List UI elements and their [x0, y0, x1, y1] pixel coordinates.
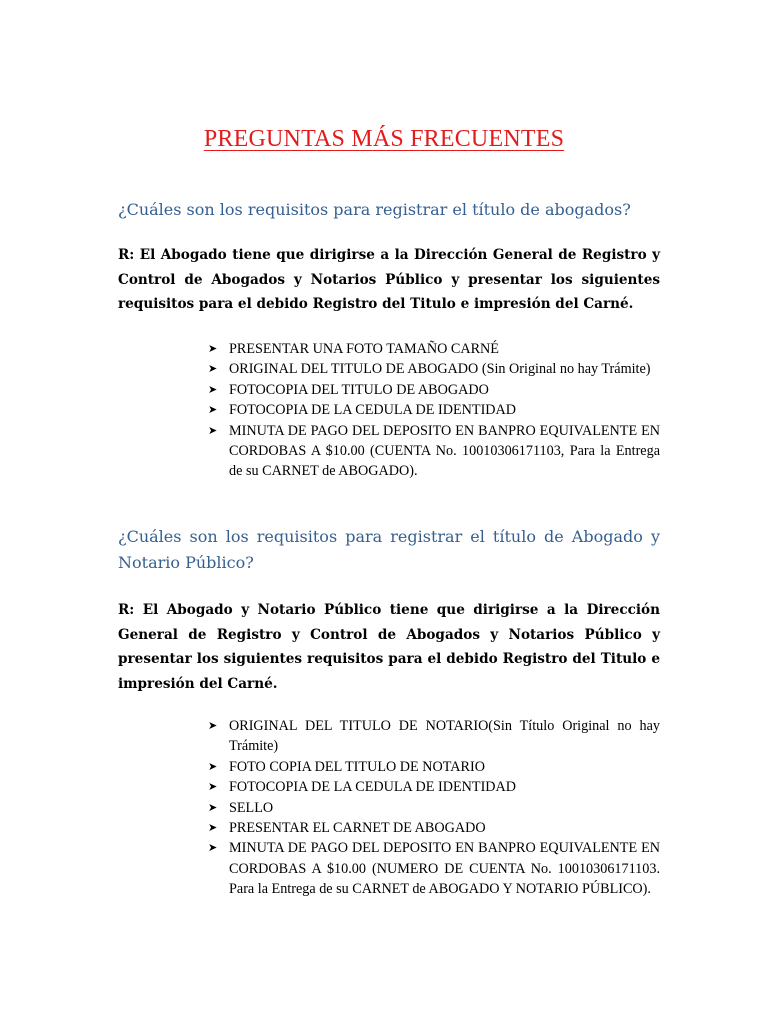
list-item: ➤ MINUTA DE PAGO DEL DEPOSITO EN BANPRO EQUIVALENTE EN CORDOBAS A $10.00 (CUENTA No. 10010306171103, Para la Entrega de su CARNET de ABOGADO). — [208, 422, 660, 480]
list-item: ➤ FOTOCOPIA DE LA CEDULA DE IDENTIDAD — [208, 400, 660, 420]
list-item: ➤ PRESENTAR UNA FOTO TAMAÑO CARNÉ — [208, 339, 660, 359]
list-item: ➤ FOTOCOPIA DEL TITULO DE ABOGADO — [208, 380, 660, 400]
arrowhead-bullet-icon: ➤ — [208, 841, 218, 855]
arrowhead-bullet-icon: ➤ — [208, 800, 218, 814]
list-item: ➤ FOTOCOPIA DE LA CEDULA DE IDENTIDAD — [208, 777, 660, 797]
arrowhead-bullet-icon: ➤ — [208, 821, 218, 835]
list-item: ➤ ORIGINAL DEL TITULO DE ABOGADO (Sin Original no hay Trámite) — [208, 359, 660, 379]
list-item: ➤ ORIGINAL DEL TITULO DE NOTARIO(Sin Título Original no hay Trámite) — [208, 718, 660, 755]
arrowhead-bullet-icon: ➤ — [208, 382, 218, 396]
arrowhead-bullet-icon: ➤ — [208, 780, 218, 794]
arrowhead-bullet-icon: ➤ — [208, 342, 218, 355]
requirements-list-1 — [208, 339, 660, 482]
list-item: ➤ MINUTA DE PAGO DEL DEPOSITO EN BANPRO EQUIVALENTE EN CORDOBAS A $10.00 (NUMERO DE CUENTA No. 10010306171103. Para la Entrega de su CARNET de ABOGADO Y NOTARIO PÚBLICO). — [208, 840, 660, 898]
list-item: ➤ FOTO COPIA DEL TITULO DE NOTARIO — [208, 757, 660, 777]
faq-question-2: ¿Cuáles son los requisitos para registrar el título de Abogado y Notario Público? — [118, 527, 660, 572]
arrowhead-bullet-icon: ➤ — [208, 403, 218, 417]
arrowhead-bullet-icon: ➤ — [208, 423, 218, 437]
faq-question-1: ¿Cuáles son los requisitos para registrar el título de abogados? — [118, 200, 631, 219]
page-title: PREGUNTAS MÁS FRECUENTES — [203, 126, 565, 152]
arrowhead-bullet-icon: ➤ — [208, 362, 218, 376]
list-item: ➤ PRESENTAR EL CARNET DE ABOGADO — [208, 818, 660, 838]
faq-answer-1: R: El Abogado tiene que dirigirse a la Dirección General de Registro y Control de Abogados y Notarios Público y presentar los siguientes requisitos para el debido Registro del Titulo e impresión del Carné. — [118, 247, 660, 312]
arrowhead-bullet-icon: ➤ — [208, 719, 218, 732]
list-item: ➤ SELLO — [208, 798, 660, 818]
requirements-list-2 — [208, 716, 660, 900]
faq-answer-2: R: El Abogado y Notario Público tiene que dirigirse a la Dirección General de Registro y Control de Abogados y Notarios Público y presentar los siguientes requisitos para el debido Registro del Titulo e impresión del Carné. — [118, 602, 660, 692]
arrowhead-bullet-icon: ➤ — [208, 759, 218, 773]
